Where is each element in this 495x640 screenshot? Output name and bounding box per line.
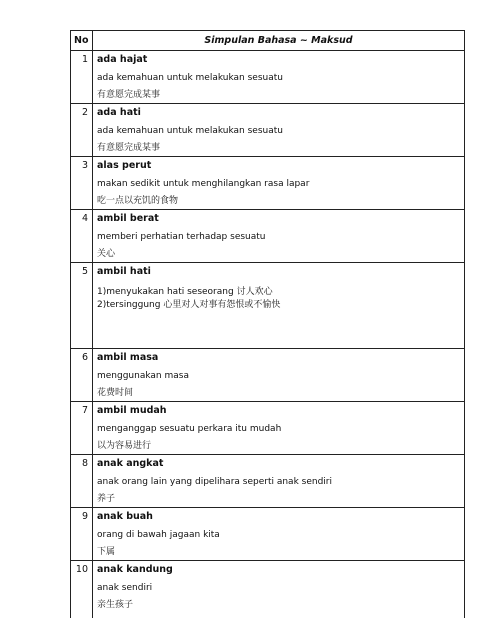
- idiom-chinese-meaning: 有意愿完成某事: [97, 90, 161, 100]
- table-row: [71, 157, 465, 210]
- idiom-phrase: anak kandung: [97, 564, 173, 575]
- column-header-title: Simpulan Bahasa ~ Maksud: [93, 31, 465, 51]
- table-row: [71, 402, 465, 455]
- row-number: 9: [71, 508, 93, 561]
- row-entry: [93, 157, 465, 210]
- table-header-row: [71, 31, 465, 51]
- table-row: [71, 455, 465, 508]
- idiom-sense: [97, 286, 464, 299]
- idiom-chinese-meaning: 吃一点以充饥的食物: [97, 196, 179, 206]
- idiom-phrase: ambil masa: [97, 352, 159, 363]
- idiom-phrase: anak buah: [97, 511, 153, 522]
- row-number: 10: [71, 561, 93, 619]
- row-number: 8: [71, 455, 93, 508]
- row-number: 7: [71, 402, 93, 455]
- idiom-sense: [97, 299, 464, 312]
- row-entry: [93, 51, 465, 104]
- idiom-sense-list: [97, 286, 464, 312]
- idiom-meaning: ada kemahuan untuk melakukan sesuatu: [97, 126, 283, 136]
- table-row: [71, 561, 465, 619]
- idiom-phrase: ambil hati: [97, 266, 151, 277]
- row-number: 6: [71, 349, 93, 402]
- column-header-no: No: [71, 31, 93, 51]
- row-number: 3: [71, 157, 93, 210]
- idiom-chinese-meaning: 养子: [97, 494, 116, 504]
- table-row: [71, 210, 465, 263]
- idiom-phrase: ambil berat: [97, 213, 159, 224]
- idiom-phrase: ambil mudah: [97, 405, 167, 416]
- idiom-table: [70, 30, 465, 618]
- row-number: 4: [71, 210, 93, 263]
- row-entry: [93, 561, 465, 619]
- row-entry: [93, 402, 465, 455]
- idiom-meaning: makan sedikit untuk menghilangkan rasa lapar: [97, 179, 310, 189]
- idiom-sense-chinese: 心里对人对事有怨恨或不愉快: [163, 300, 281, 310]
- idiom-chinese-meaning: 下属: [97, 547, 116, 557]
- row-number: 1: [71, 51, 93, 104]
- idiom-chinese-meaning: 花费时间: [97, 388, 134, 398]
- table-row: [71, 51, 465, 104]
- idiom-meaning: menggunakan masa: [97, 371, 189, 381]
- idiom-meaning: orang di bawah jagaan kita: [97, 530, 220, 540]
- idiom-phrase: anak angkat: [97, 458, 164, 469]
- idiom-phrase: alas perut: [97, 160, 152, 171]
- table-row: [71, 349, 465, 402]
- row-entry: [93, 263, 465, 349]
- row-entry: [93, 104, 465, 157]
- table-row: [71, 508, 465, 561]
- idiom-chinese-meaning: 有意愿完成某事: [97, 143, 161, 153]
- idiom-sense-chinese: 讨人欢心: [236, 287, 273, 297]
- row-number: 2: [71, 104, 93, 157]
- idiom-sense-text: 1)menyukakan hati seseorang: [97, 287, 234, 297]
- idiom-sense-text: 2)tersinggung: [97, 300, 161, 310]
- idiom-phrase: ada hajat: [97, 54, 148, 65]
- row-entry: [93, 508, 465, 561]
- idiom-phrase: ada hati: [97, 107, 141, 118]
- idiom-meaning: anak orang lain yang dipelihara seperti anak sendiri: [97, 477, 332, 487]
- row-entry: [93, 455, 465, 508]
- row-entry: [93, 210, 465, 263]
- idiom-chinese-meaning: 亲生孩子: [97, 600, 134, 610]
- idiom-meaning: anak sendiri: [97, 583, 153, 593]
- table-row: [71, 104, 465, 157]
- row-number: 5: [71, 263, 93, 349]
- idiom-meaning: memberi perhatian terhadap sesuatu: [97, 232, 266, 242]
- row-entry: [93, 349, 465, 402]
- idiom-meaning: menganggap sesuatu perkara itu mudah: [97, 424, 282, 434]
- table-row: [71, 263, 465, 349]
- idiom-meaning: ada kemahuan untuk melakukan sesuatu: [97, 73, 283, 83]
- idiom-chinese-meaning: 以为容易进行: [97, 441, 152, 451]
- idiom-chinese-meaning: 关心: [97, 249, 116, 259]
